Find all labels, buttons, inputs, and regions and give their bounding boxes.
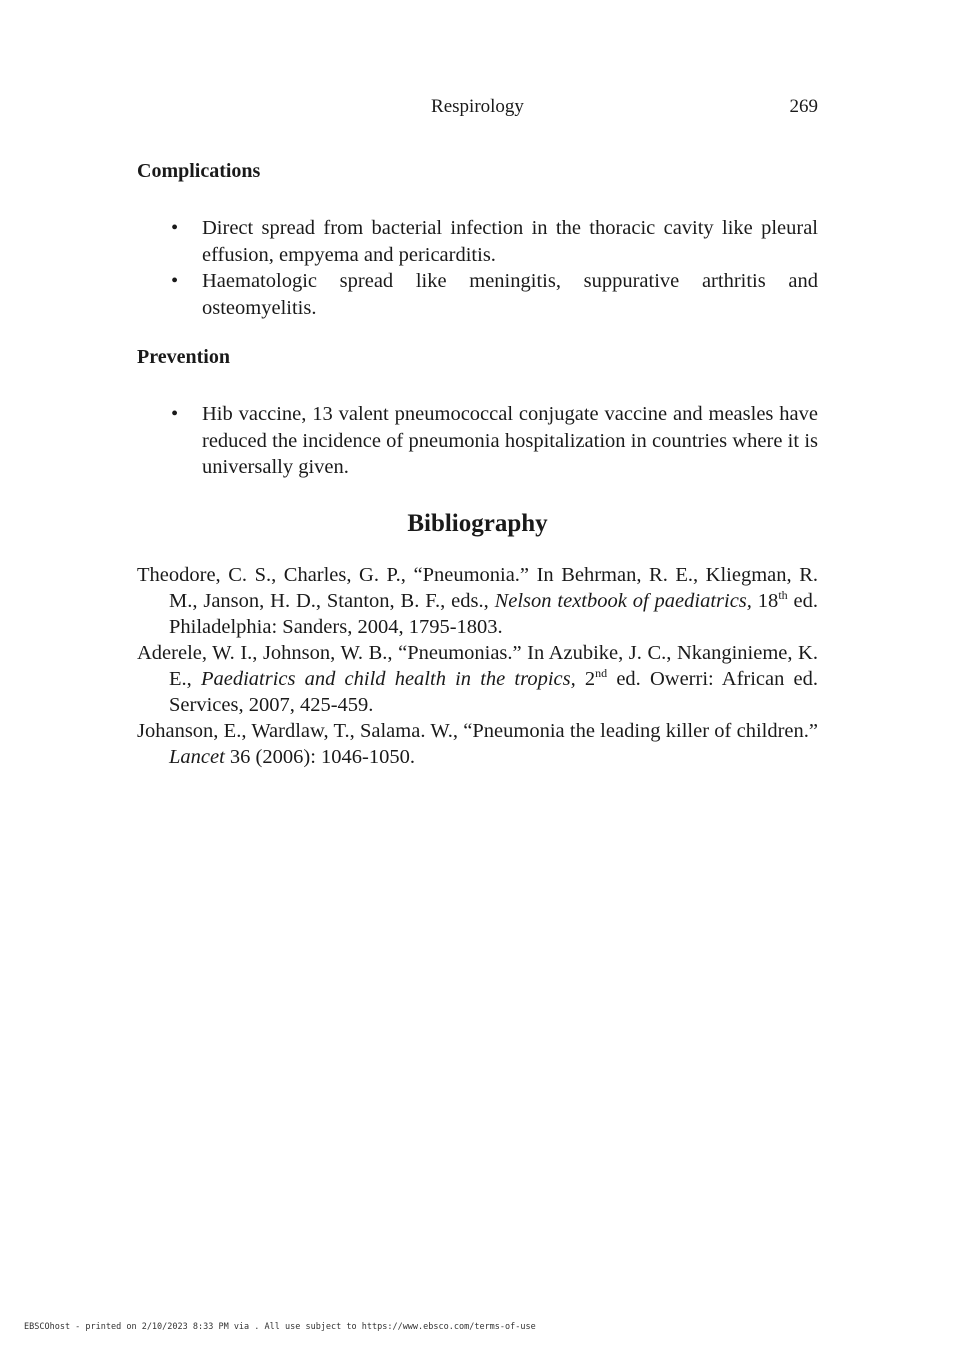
reference-entry <box>137 562 818 640</box>
running-title: Respirology <box>431 96 524 117</box>
reference-edition: 18 <box>751 590 779 612</box>
list-item <box>137 215 818 268</box>
bullet-icon: • <box>171 270 179 292</box>
reference-title: Paediatrics and child health in the tropics, <box>200 668 576 690</box>
reference-edition: 2 <box>575 668 596 690</box>
bibliography-heading: Bibliography <box>407 510 548 537</box>
reference-entry <box>137 718 818 770</box>
ebsco-footer: EBSCOhost - printed on 2/10/2023 8:33 PM via . All use subject to https://www.ebsco.com/terms-of-use <box>24 1322 536 1332</box>
reference-entry <box>137 640 818 718</box>
complications-heading: Complications <box>137 160 261 182</box>
complications-list <box>137 215 818 321</box>
list-item <box>137 401 818 481</box>
reference-title: Lancet <box>169 746 225 768</box>
reference-text: Theodore, C. S., Charles, G. P., “Pneumonia.” In Behrman, R. E., Kliegman, R. M., Janson, H. D., Stanton, B. F., eds., <box>137 564 818 612</box>
prevention-list <box>137 401 818 481</box>
reference-publisher: ed. Philadelphia: Sanders, 2004, 1795-1803. <box>169 590 819 638</box>
edition-suffix: nd <box>595 666 608 680</box>
bullet-icon: • <box>171 403 179 425</box>
reference-text: Aderele, W. I., Johnson, W. B., “Pneumonias.” In Azubike, J. C., Nkanginieme, K. E., <box>137 642 818 690</box>
list-item <box>137 268 818 321</box>
list-item-text: Haematologic spread like meningitis, suppurative arthritis and osteomyelitis. <box>202 270 818 319</box>
reference-publisher: 36 (2006): 1046-1050. <box>224 746 415 768</box>
prevention-heading: Prevention <box>137 346 230 368</box>
running-header <box>137 96 818 122</box>
reference-title: Nelson textbook of paediatrics, <box>494 590 752 612</box>
bibliography-list <box>137 562 818 770</box>
list-item-text: Hib vaccine, 13 valent pneumococcal conjugate vaccine and measles have reduced the incidence of pneumonia hospitalization in countries where it is universally given. <box>202 403 818 478</box>
reference-publisher: ed. Owerri: African ed. Services, 2007, 425-459. <box>169 668 819 716</box>
list-item-text: Direct spread from bacterial infection in the thoracic cavity like pleural effusion, empyema and pericarditis. <box>202 217 818 266</box>
page-number: 269 <box>789 96 818 117</box>
edition-suffix: th <box>778 588 788 602</box>
bullet-icon: • <box>171 217 179 239</box>
reference-text: Johanson, E., Wardlaw, T., Salama. W., “Pneumonia the leading killer of children.” <box>137 720 818 742</box>
